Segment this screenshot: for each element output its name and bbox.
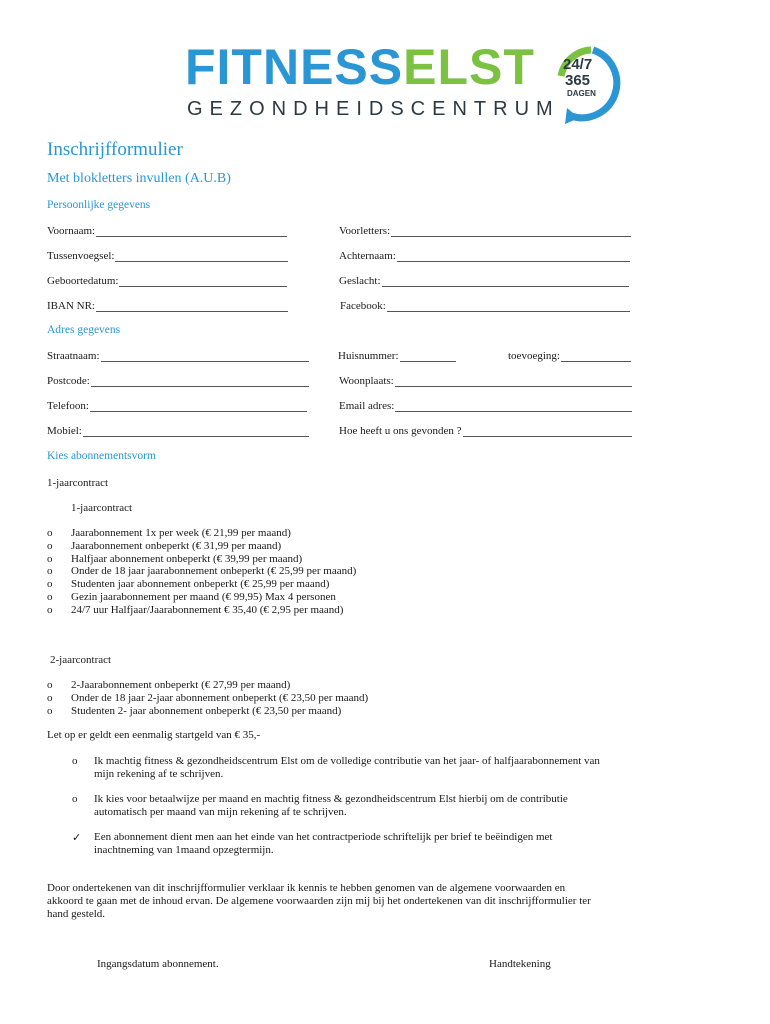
two-year-option-label: Onder de 18 jaar 2-jaar abonnement onbeperkt (€ 23,50 per maand): [71, 691, 369, 704]
personal-heading: Persoonlijke gegevens: [47, 199, 151, 211]
iban-label: IBAN NR:: [47, 300, 95, 312]
voornaam-line[interactable]: [96, 227, 287, 237]
gevonden-label: Hoe heeft u ons gevonden ?: [339, 425, 462, 437]
toevoeging-field[interactable]: [508, 350, 631, 362]
logo-elst-text: ELST: [403, 39, 535, 95]
radio-icon[interactable]: o: [47, 565, 53, 578]
postcode-label: Postcode:: [47, 375, 90, 387]
telefoon-field[interactable]: [47, 400, 307, 412]
ingangsdatum-label: Ingangsdatum abonnement.: [97, 958, 219, 970]
voorletters-line[interactable]: [391, 227, 631, 237]
one-year-option[interactable]: [47, 553, 302, 565]
one-year-option[interactable]: [47, 578, 329, 590]
postcode-field[interactable]: [47, 375, 309, 387]
geboortedatum-line[interactable]: [119, 277, 287, 287]
two-year-option-label: 2-Jaarabonnement onbeperkt (€ 27,99 per maand): [71, 679, 291, 691]
logo-wordmark: [185, 39, 535, 95]
mobiel-line[interactable]: [83, 427, 309, 437]
woonplaats-label: Woonplaats:: [339, 375, 394, 387]
facebook-line[interactable]: [387, 302, 630, 312]
authorization-2-line1: Ik kies voor betaalwijze per maand en machtig fitness & gezondheidscentrum Elst hierbij om de contributie: [94, 793, 568, 805]
radio-icon[interactable]: o: [47, 704, 53, 717]
geslacht-field[interactable]: [339, 275, 629, 287]
radio-icon[interactable]: o: [47, 539, 53, 552]
one-year-label: 1-jaarcontract: [47, 477, 109, 489]
achternaam-label: Achternaam:: [339, 250, 396, 262]
woonplaats-line[interactable]: [395, 377, 632, 387]
mobiel-field[interactable]: [47, 425, 309, 437]
radio-icon[interactable]: o: [47, 691, 53, 704]
email-line[interactable]: [395, 402, 632, 412]
straatnaam-field[interactable]: [47, 350, 309, 362]
declaration-line3: hand gesteld.: [47, 908, 106, 920]
badge-247: 24/7: [563, 56, 593, 73]
huisnummer-field[interactable]: [338, 350, 456, 362]
declaration: [47, 882, 737, 921]
one-year-option-label: Halfjaar abonnement onbeperkt (€ 39,99 per maand): [71, 552, 303, 565]
radio-icon[interactable]: o: [47, 591, 53, 603]
geslacht-line[interactable]: [382, 277, 629, 287]
authorization-2-line2: automatisch per maand van mijn rekening af te schrijven.: [94, 806, 347, 818]
mobiel-label: Mobiel:: [47, 425, 82, 437]
badge-dagen: DAGEN: [567, 89, 596, 98]
page-title: Inschrijfformulier: [47, 139, 183, 160]
subscription-heading: Kies abonnementsvorm: [47, 450, 156, 462]
geslacht-label: Geslacht:: [339, 275, 381, 287]
one-year-option[interactable]: [47, 527, 291, 539]
radio-icon[interactable]: o: [72, 755, 78, 767]
toevoeging-label: toevoeging:: [508, 350, 560, 362]
one-year-option-label: Studenten jaar abonnement onbeperkt (€ 25,99 per maand): [71, 578, 330, 591]
achternaam-field[interactable]: [339, 250, 630, 262]
authorization-3-line1: Een abonnement dient men aan het einde van het contractperiode schriftelijk per brief te beëindigen met: [94, 831, 553, 843]
one-year-option-label: 24/7 uur Halfjaar/Jaarabonnement € 35,40 (€ 2,95 per maand): [71, 603, 344, 616]
one-year-option-label: Gezin jaarabonnement per maand (€ 99,95) Max 4 personen: [71, 591, 336, 603]
instruction-heading: Met blokletters invullen (A.U.B): [47, 171, 231, 186]
iban-line[interactable]: [96, 302, 288, 312]
email-label: Email adres:: [339, 400, 395, 412]
woonplaats-field[interactable]: [339, 375, 632, 387]
radio-icon[interactable]: o: [47, 552, 53, 565]
logo-badge: [553, 44, 623, 124]
voornaam-field[interactable]: [47, 225, 287, 237]
logo-fitness-text: FITNESS: [185, 39, 404, 95]
one-year-option-label: Onder de 18 jaar jaarabonnement onbeperkt (€ 25,99 per maand): [71, 565, 357, 578]
voorletters-field[interactable]: [339, 225, 631, 237]
one-year-option[interactable]: [47, 540, 281, 552]
two-year-option-label: Studenten 2- jaar abonnement onbeperkt (€ 23,50 per maand): [71, 704, 342, 717]
checkmark-icon: ✓: [72, 832, 82, 844]
two-year-option[interactable]: [47, 679, 290, 691]
one-year-option[interactable]: [47, 565, 356, 577]
authorization-1-line1: Ik machtig fitness & gezondheidscentrum Elst om de volledige contributie van het jaar- of halfjaarabonnement van: [94, 755, 600, 767]
declaration-line2: akkoord te gaan met de inhoud ervan. De algemene voorwaarden zijn mij bij het ondertekenen van dit inschrijfformulier ter: [47, 895, 591, 907]
achternaam-line[interactable]: [397, 252, 630, 262]
geboortedatum-label: Geboortedatum:: [47, 275, 119, 287]
logo: [185, 39, 625, 127]
tussenvoegsel-field[interactable]: [47, 250, 288, 262]
telefoon-line[interactable]: [90, 402, 307, 412]
radio-icon[interactable]: o: [47, 603, 53, 616]
two-year-label: 2-jaarcontract: [50, 654, 112, 666]
email-field[interactable]: [339, 400, 632, 412]
radio-icon[interactable]: o: [72, 793, 78, 805]
iban-field[interactable]: [47, 300, 288, 312]
authorization-1-line2: mijn rekening af te schrijven.: [94, 768, 224, 780]
declaration-line1: Door ondertekenen van dit inschrijfformulier verklaar ik kennis te hebben genomen van de algemene voorwaarden en: [47, 882, 566, 894]
voorletters-label: Voorletters:: [339, 225, 391, 237]
one-year-option[interactable]: [47, 591, 336, 603]
tussenvoegsel-line[interactable]: [115, 252, 288, 262]
one-year-option-label: Jaarabonnement onbeperkt (€ 31,99 per maand): [71, 539, 282, 552]
facebook-field[interactable]: [340, 300, 630, 312]
gevonden-line[interactable]: [463, 427, 633, 437]
startgeld-note: Let op er geldt een eenmalig startgeld van € 35,-: [47, 729, 261, 741]
logo-subtitle: GEZONDHEIDSCENTRUM: [187, 98, 560, 120]
one-year-option[interactable]: [47, 604, 343, 616]
one-year-sublabel: 1-jaarcontract: [71, 502, 133, 514]
toevoeging-line[interactable]: [561, 352, 631, 362]
radio-icon[interactable]: o: [47, 578, 53, 591]
postcode-line[interactable]: [91, 377, 309, 387]
radio-icon[interactable]: o: [47, 679, 53, 691]
authorization-3-line2: inachtneming van 1maand opzegtermijn.: [94, 844, 274, 856]
address-heading: Adres gegevens: [47, 324, 121, 336]
geboortedatum-field[interactable]: [47, 275, 287, 287]
straatnaam-line[interactable]: [101, 352, 309, 362]
straatnaam-label: Straatnaam:: [47, 350, 100, 362]
handtekening-label: Handtekening: [489, 958, 551, 970]
telefoon-label: Telefoon:: [47, 400, 89, 412]
radio-icon[interactable]: o: [47, 527, 53, 539]
huisnummer-label: Huisnummer:: [338, 350, 399, 362]
two-year-option[interactable]: [47, 692, 368, 704]
voornaam-label: Voornaam:: [47, 225, 96, 237]
huisnummer-line[interactable]: [400, 352, 457, 362]
tussenvoegsel-label: Tussenvoegsel:: [47, 250, 115, 262]
gevonden-field[interactable]: [339, 425, 632, 437]
badge-365: 365: [565, 72, 591, 89]
two-year-option[interactable]: [47, 705, 341, 717]
facebook-label: Facebook:: [340, 300, 386, 312]
one-year-option-label: Jaarabonnement 1x per week (€ 21,99 per maand): [71, 527, 291, 539]
